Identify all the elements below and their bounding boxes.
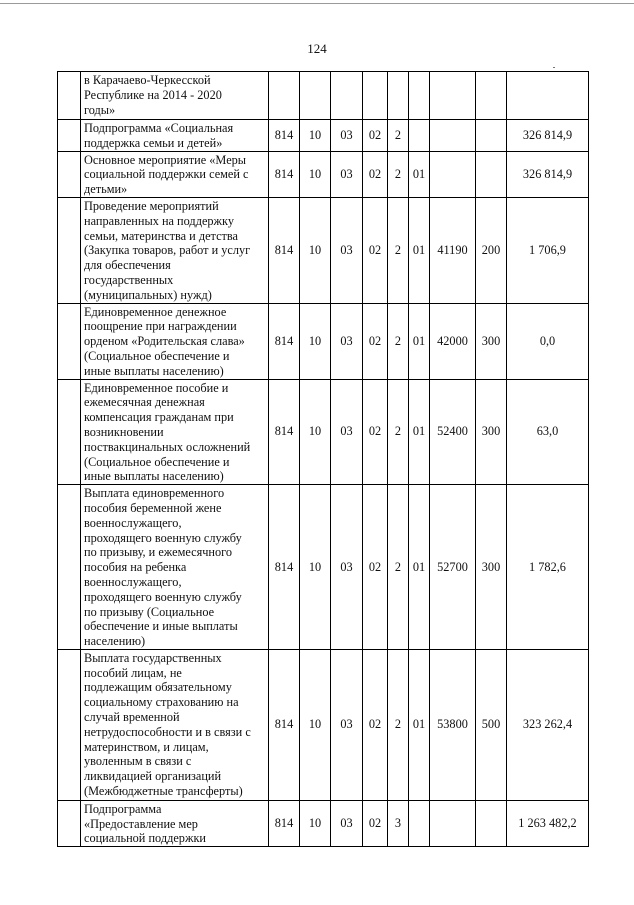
name-line: (Закупка товаров, работ и услуг bbox=[84, 243, 251, 258]
name-line: (Социальное обеспечение и bbox=[84, 454, 230, 469]
cell-amount bbox=[507, 72, 589, 120]
name-line: годы» bbox=[84, 102, 116, 117]
cell-main-activity: 01 bbox=[409, 151, 430, 197]
cell-section: 10 bbox=[300, 379, 331, 485]
table-row bbox=[58, 485, 589, 650]
cell-program: 02 bbox=[363, 379, 388, 485]
cell-name bbox=[81, 120, 269, 152]
cell-blank bbox=[58, 649, 81, 800]
name-line: военнослужащего, bbox=[84, 515, 182, 530]
cell-blank bbox=[58, 151, 81, 197]
cell-name bbox=[81, 303, 269, 379]
cell-subsection: 03 bbox=[331, 379, 363, 485]
name-line: поствакцинальных осложнений bbox=[84, 439, 251, 454]
name-line: государственных bbox=[84, 272, 174, 287]
table-row bbox=[58, 379, 589, 485]
cell-section: 10 bbox=[300, 303, 331, 379]
name-line: семьи, материнства и детства bbox=[84, 228, 238, 243]
name-line: Выплата государственных bbox=[84, 650, 222, 665]
name-line: возникновении bbox=[84, 424, 164, 439]
name-line: Основное мероприятие «Меры bbox=[84, 152, 247, 167]
cell-expense-type: 300 bbox=[476, 485, 507, 650]
cell-subprogram: 2 bbox=[388, 120, 409, 152]
cell-section: 10 bbox=[300, 151, 331, 197]
cell-main-activity bbox=[409, 120, 430, 152]
name-line: (муниципальных) нужд) bbox=[84, 287, 212, 302]
cell-subsection: 03 bbox=[331, 151, 363, 197]
table-row bbox=[58, 72, 589, 120]
name-line: ежемесячная денежная bbox=[84, 395, 205, 410]
cell-name bbox=[81, 197, 269, 303]
name-line: Подпрограмма bbox=[84, 801, 162, 816]
name-line: пособия беременной жене bbox=[84, 500, 222, 515]
cell-subsection bbox=[331, 72, 363, 120]
table-row bbox=[58, 649, 589, 800]
cell-amount: 1 706,9 bbox=[507, 197, 589, 303]
cell-main-activity: 01 bbox=[409, 197, 430, 303]
cell-blank bbox=[58, 72, 81, 120]
cell-name bbox=[81, 485, 269, 650]
cell-ved: 814 bbox=[269, 649, 300, 800]
table-row bbox=[58, 151, 589, 197]
cell-name bbox=[81, 72, 269, 120]
cell-subsection: 03 bbox=[331, 485, 363, 650]
name-line: в Карачаево-Черкесской bbox=[84, 73, 211, 87]
cell-main-activity bbox=[409, 800, 430, 846]
cell-main-activity: 01 bbox=[409, 379, 430, 485]
name-line: поддержка семьи и детей» bbox=[84, 135, 223, 150]
name-line: Проведение мероприятий bbox=[84, 198, 219, 213]
cell-section bbox=[300, 72, 331, 120]
table-row bbox=[58, 197, 589, 303]
name-line: компенсация гражданам при bbox=[84, 410, 234, 425]
cell-direction: 53800 bbox=[430, 649, 476, 800]
name-line: по призыву (Социальное bbox=[84, 604, 215, 619]
name-line: (Социальное обеспечение и bbox=[84, 348, 230, 363]
name-line: социальному страхованию на bbox=[84, 695, 239, 710]
cell-subsection: 03 bbox=[331, 649, 363, 800]
cell-subsection: 03 bbox=[331, 303, 363, 379]
cell-expense-type bbox=[476, 800, 507, 846]
name-line: пособий лицам, не bbox=[84, 665, 182, 680]
name-line: детьми» bbox=[84, 182, 128, 197]
page-number: 124 bbox=[307, 41, 327, 56]
cell-subprogram: 2 bbox=[388, 303, 409, 379]
cell-ved: 814 bbox=[269, 151, 300, 197]
name-line: по призыву, и ежемесячного bbox=[84, 545, 233, 560]
cell-program: 02 bbox=[363, 151, 388, 197]
table-row bbox=[58, 800, 589, 846]
cell-blank bbox=[58, 379, 81, 485]
cell-name bbox=[81, 379, 269, 485]
name-line: подлежащим обязательному bbox=[84, 680, 232, 695]
cell-blank bbox=[58, 120, 81, 152]
name-line: «Предоставление мер bbox=[84, 816, 198, 831]
cell-section: 10 bbox=[300, 197, 331, 303]
cell-ved: 814 bbox=[269, 379, 300, 485]
cell-subsection: 03 bbox=[331, 120, 363, 152]
cell-expense-type: 200 bbox=[476, 197, 507, 303]
name-line: иные выплаты населению) bbox=[84, 469, 224, 484]
name-line: ликвидацией организаций bbox=[84, 769, 222, 784]
name-line: уволенным в связи с bbox=[84, 754, 192, 769]
cell-main-activity: 01 bbox=[409, 485, 430, 650]
name-line: Единовременное денежное bbox=[84, 304, 227, 319]
cell-subprogram: 3 bbox=[388, 800, 409, 846]
cell-program: 02 bbox=[363, 120, 388, 152]
cell-subsection: 03 bbox=[331, 800, 363, 846]
cell-expense-type bbox=[476, 151, 507, 197]
table-body bbox=[58, 72, 589, 847]
cell-direction: 52400 bbox=[430, 379, 476, 485]
name-line: населению) bbox=[84, 634, 146, 649]
name-line: орденом «Родительская слава» bbox=[84, 334, 245, 349]
cell-name bbox=[81, 151, 269, 197]
name-line: обеспечение и иные выплаты bbox=[84, 619, 238, 634]
scan-mark bbox=[553, 67, 555, 68]
cell-direction: 42000 bbox=[430, 303, 476, 379]
name-line: материнством, и лицам, bbox=[84, 739, 209, 754]
name-line: военнослужащего, bbox=[84, 574, 182, 589]
name-line: (Межбюджетные трансферты) bbox=[84, 784, 243, 799]
cell-section: 10 bbox=[300, 649, 331, 800]
name-line: иные выплаты населению) bbox=[84, 363, 224, 378]
cell-direction bbox=[430, 72, 476, 120]
budget-table bbox=[57, 71, 589, 847]
cell-ved: 814 bbox=[269, 485, 300, 650]
top-rule bbox=[0, 3, 634, 4]
name-line: нетрудоспособности и в связи с bbox=[84, 724, 251, 739]
cell-blank bbox=[58, 800, 81, 846]
name-line: пособия на ребенка bbox=[84, 560, 187, 575]
name-line: Выплата единовременного bbox=[84, 486, 225, 501]
cell-direction bbox=[430, 120, 476, 152]
cell-name bbox=[81, 800, 269, 846]
table-row bbox=[58, 303, 589, 379]
cell-direction: 52700 bbox=[430, 485, 476, 650]
cell-section: 10 bbox=[300, 120, 331, 152]
name-line: поощрение при награждении bbox=[84, 319, 237, 334]
name-line: направленных на поддержку bbox=[84, 213, 235, 228]
cell-program bbox=[363, 72, 388, 120]
cell-amount: 326 814,9 bbox=[507, 151, 589, 197]
cell-subprogram bbox=[388, 72, 409, 120]
name-line: социальной поддержки семей с bbox=[84, 167, 249, 182]
cell-expense-type: 500 bbox=[476, 649, 507, 800]
name-line: случай временной bbox=[84, 710, 180, 725]
cell-expense-type bbox=[476, 120, 507, 152]
cell-program: 02 bbox=[363, 197, 388, 303]
name-line: проходящего военную службу bbox=[84, 530, 242, 545]
cell-direction bbox=[430, 151, 476, 197]
cell-amount: 1 782,6 bbox=[507, 485, 589, 650]
cell-subprogram: 2 bbox=[388, 197, 409, 303]
cell-main-activity: 01 bbox=[409, 303, 430, 379]
cell-amount: 326 814,9 bbox=[507, 120, 589, 152]
cell-blank bbox=[58, 303, 81, 379]
name-line: социальной поддержки bbox=[84, 831, 207, 846]
cell-ved: 814 bbox=[269, 120, 300, 152]
cell-ved: 814 bbox=[269, 197, 300, 303]
cell-main-activity bbox=[409, 72, 430, 120]
name-line: Подпрограмма «Социальная bbox=[84, 121, 234, 135]
cell-section: 10 bbox=[300, 485, 331, 650]
cell-program: 02 bbox=[363, 485, 388, 650]
cell-subprogram: 2 bbox=[388, 151, 409, 197]
cell-expense-type: 300 bbox=[476, 303, 507, 379]
cell-program: 02 bbox=[363, 800, 388, 846]
cell-subprogram: 2 bbox=[388, 379, 409, 485]
cell-subprogram: 2 bbox=[388, 649, 409, 800]
cell-ved bbox=[269, 72, 300, 120]
name-line: для обеспечения bbox=[84, 258, 171, 273]
cell-amount: 323 262,4 bbox=[507, 649, 589, 800]
name-line: Республике на 2014 - 2020 bbox=[84, 87, 222, 102]
cell-name bbox=[81, 649, 269, 800]
cell-amount: 0,0 bbox=[507, 303, 589, 379]
cell-subsection: 03 bbox=[331, 197, 363, 303]
cell-amount: 1 263 482,2 bbox=[507, 800, 589, 846]
cell-program: 02 bbox=[363, 303, 388, 379]
name-line: проходящего военную службу bbox=[84, 589, 242, 604]
name-line: Единовременное пособие и bbox=[84, 380, 229, 395]
cell-blank bbox=[58, 197, 81, 303]
cell-subprogram: 2 bbox=[388, 485, 409, 650]
cell-expense-type: 300 bbox=[476, 379, 507, 485]
table-row bbox=[58, 120, 589, 152]
cell-amount: 63,0 bbox=[507, 379, 589, 485]
cell-blank bbox=[58, 485, 81, 650]
cell-ved: 814 bbox=[269, 303, 300, 379]
cell-direction: 41190 bbox=[430, 197, 476, 303]
cell-ved: 814 bbox=[269, 800, 300, 846]
cell-expense-type bbox=[476, 72, 507, 120]
cell-main-activity: 01 bbox=[409, 649, 430, 800]
cell-section: 10 bbox=[300, 800, 331, 846]
cell-direction bbox=[430, 800, 476, 846]
cell-program: 02 bbox=[363, 649, 388, 800]
